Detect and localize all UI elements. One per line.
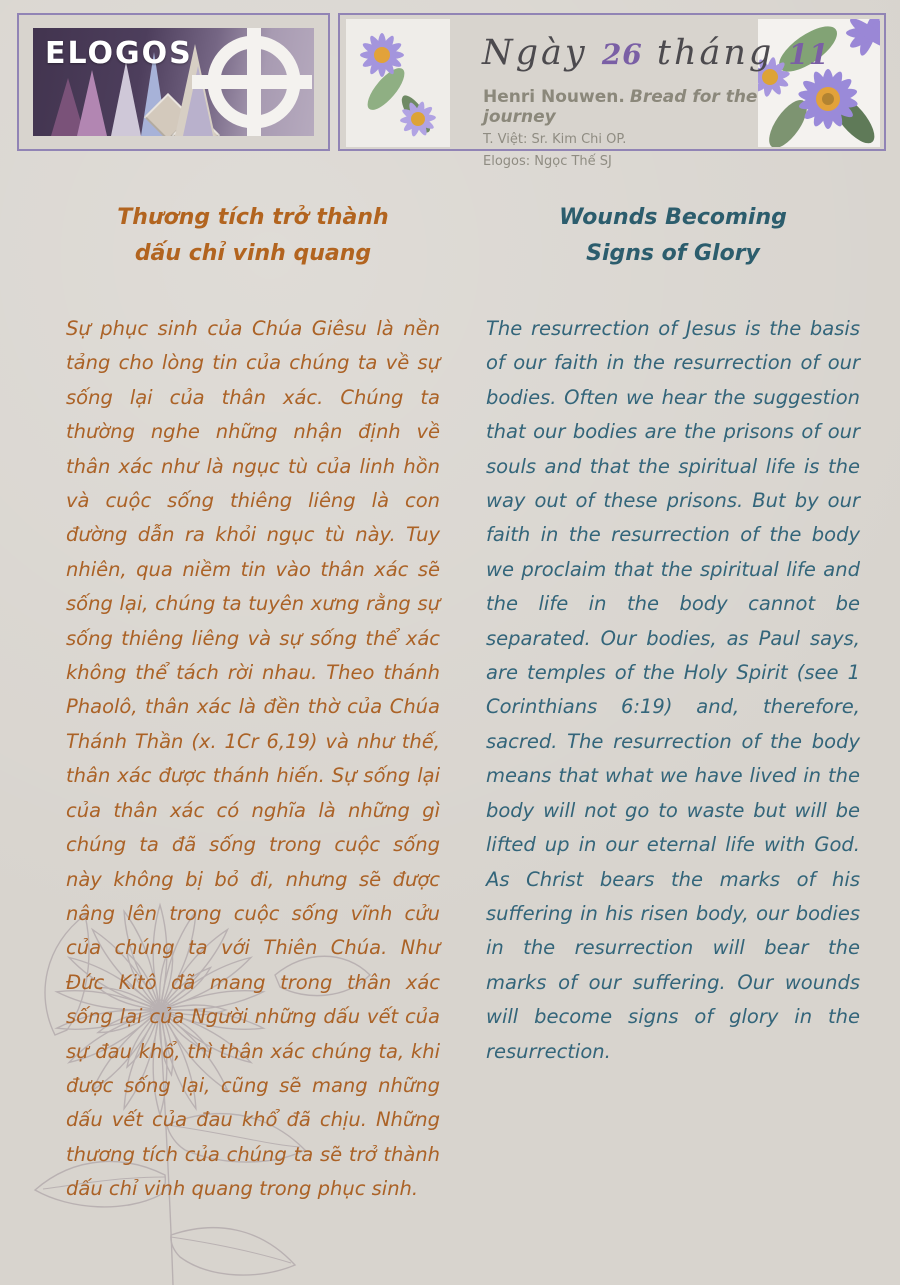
- header-banner: [338, 13, 886, 169]
- cathedral-spire-icon: [77, 70, 107, 136]
- english-column: [486, 200, 860, 1069]
- vietnamese-column: [66, 200, 440, 1207]
- elogos-logo-title: ELOGOS: [45, 36, 193, 71]
- elogos-logo-box: [17, 13, 330, 151]
- vietnamese-body-text: Sự phục sinh của Chúa Giêsu là nền tảng cho lòng tin của chúng ta về sự sống lại của thân xác. Chúng ta thường nghe những nhận định về thân xác như là ngục tù của linh hồn và cuộc sống thiêng liêng là con đường dẫn ra khỏi ngục tù này. Tuy nhiên, qua niềm tin vào thân xác sẽ sống lại, chúng ta tuyên xưng rằng sự sống thiêng liêng và sự sống thể xác không thể tách rời nhau. Theo thánh Phaolô, thân xác là đền thờ của Chúa Thánh Thần (x. 1Cr 6,19) và như thế, thân xác được thánh hiến. Sự sống lại của thân xác có nghĩa là những gì chúng ta đã sống trong cuộc sống này không bị bỏ đi, nhưng sẽ được nâng lên trong cuộc sống vĩnh cửu của chúng ta với Thiên Chúa. Như Đức Kitô đã mang trong thân xác sống lại của Người những dấu vết của sự đau khổ, thì thân xác chúng ta, khi được sống lại, cũng sẽ mang những dấu vết của đau khổ đã chịu. Những thương tích của chúng ta sẽ trở thành dấu chỉ vinh quang trong phục sinh.: [66, 317, 440, 1201]
- vietnamese-title-line2: dấu chỉ vinh quang: [134, 241, 372, 266]
- english-body-text: The resurrection of Jesus is the basis of our faith in the resurrection of our bodies. Often we hear the suggestion that our bodies are the prisons of our souls and that the spiritual life is the way out of these prisons. But by our faith in the resurrection of the body we proclaim that the spiritual life and the life in the body cannot be separated. Our bodies, as Paul says, are temples of the Holy Spirit (see 1 Corinthians 6:19) and, therefore, sacred. The resurrection of the body means that what we have lived in the body will not go to waste but will be lifted up in our eternal life with God. As Christ bears the marks of his suffering in his risen body, our bodies in the resurrection will bear the marks of our suffering. Our wounds will become signs of glory in the resurrection.: [486, 317, 860, 1063]
- celtic-cross-icon: [192, 28, 312, 136]
- author-name: Henri Nouwen.: [483, 87, 625, 107]
- english-title-line2: Signs of Glory: [586, 241, 760, 266]
- english-title-line1: Wounds Becoming: [559, 205, 787, 230]
- date-word: Ngày: [482, 33, 588, 73]
- cathedral-spire-icon: [111, 62, 141, 136]
- attribution-block: [483, 87, 813, 171]
- translator-credit: T. Việt: Sr. Kim Chi OP.: [483, 132, 627, 147]
- attribution-author-line: [483, 87, 813, 127]
- elogos-logo: [33, 28, 314, 136]
- date-script: [482, 33, 830, 73]
- date-month-number: 11: [788, 38, 830, 71]
- daisy-flowers-left-icon: [346, 19, 450, 147]
- book-title: Bread for the journey: [483, 87, 758, 127]
- elogos-credit: Elogos: Ngọc Thế SJ: [483, 154, 612, 169]
- english-title: [486, 200, 860, 272]
- vietnamese-title-line1: Thương tích trở thành: [117, 205, 389, 230]
- vietnamese-title: [66, 200, 440, 272]
- date-word: tháng: [656, 33, 775, 73]
- date-day-number: 26: [601, 38, 643, 71]
